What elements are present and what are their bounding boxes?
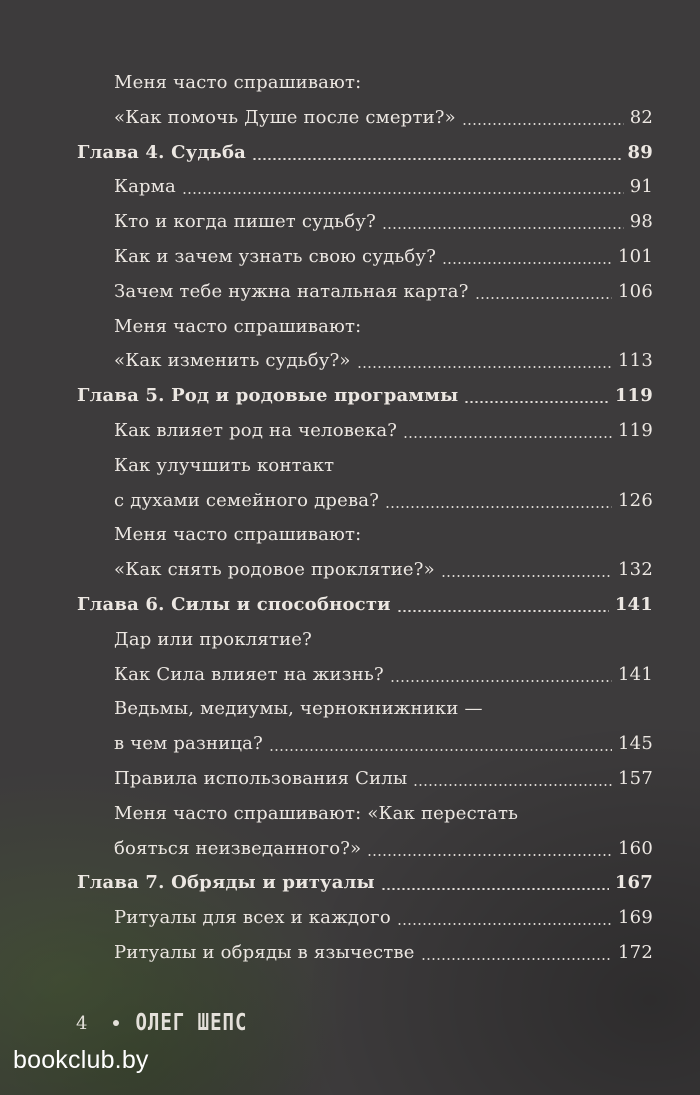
- toc-entry: [114, 557, 653, 583]
- toc-entry-title: Ведьмы, медиумы, чернокнижники —: [114, 698, 483, 720]
- toc-entry-title: Ритуалы для всех и каждого: [114, 907, 391, 929]
- toc-entry: [114, 244, 653, 270]
- toc-entry-title: с духами семейного древа?: [114, 489, 380, 511]
- dot-leader: [367, 854, 612, 856]
- toc-entry-title: Меня часто спрашивают:: [114, 72, 362, 93]
- toc-chapter-entry: [77, 383, 653, 409]
- toc-entry-title: в чем разница?: [114, 733, 263, 755]
- toc-entry: [114, 70, 653, 96]
- toc-entry: [114, 105, 653, 131]
- dot-leader: [252, 158, 622, 160]
- toc-entry: [114, 766, 653, 792]
- toc-entry-title: Ритуалы и обряды в язычестве: [114, 942, 415, 963]
- dot-leader: [441, 575, 612, 577]
- dot-leader: [390, 680, 612, 682]
- toc-entry-page-number: 167: [614, 872, 653, 894]
- toc-entry-page-number: 82: [629, 106, 653, 128]
- toc-entry-page-number: 119: [618, 420, 653, 441]
- toc-entry-title: Глава 6. Силы и способности: [77, 594, 391, 615]
- toc-entry-title: Зачем тебе нужна натальная карта?: [114, 280, 469, 302]
- toc-entry-page-number: 141: [618, 663, 653, 685]
- toc-entry-page-number: 169: [618, 907, 653, 929]
- toc-entry-page-number: 91: [629, 176, 653, 198]
- toc-entry-page-number: 141: [614, 594, 653, 615]
- toc-entry-page-number: 98: [629, 211, 653, 233]
- dot-leader: [382, 227, 624, 229]
- toc-entry: [114, 836, 653, 862]
- toc-entry: [114, 209, 653, 235]
- dot-leader: [475, 297, 612, 299]
- toc-entry: [114, 279, 653, 305]
- toc-entry-page-number: 119: [614, 385, 653, 407]
- author-name: ОЛЕГ ШЕПС: [135, 1009, 248, 1037]
- toc-entry-page-number: 101: [618, 246, 653, 267]
- toc-entry: [114, 731, 653, 757]
- toc-chapter-entry: [77, 870, 653, 896]
- toc-entry: [114, 453, 653, 479]
- toc-entry: [114, 696, 653, 722]
- toc-entry-page-number: 160: [618, 837, 653, 859]
- toc-entry: [114, 662, 653, 688]
- dot-leader: [462, 123, 624, 125]
- toc-entry-title: «Как изменить судьбу?»: [114, 350, 351, 372]
- toc-entry-page-number: 145: [618, 733, 653, 755]
- toc-chapter-entry: [77, 592, 653, 618]
- toc-entry-page-number: 126: [618, 489, 653, 511]
- toc-entry-title: Карма: [114, 176, 176, 198]
- toc-entry-title: Дар или проклятие?: [114, 628, 313, 650]
- watermark: bookclub.by: [13, 1046, 149, 1074]
- toc-entry-title: бояться неизведанного?»: [114, 837, 362, 859]
- dot-leader: [397, 923, 612, 925]
- dot-leader: [413, 784, 612, 786]
- toc-chapter-entry: [77, 140, 653, 166]
- dot-leader: [464, 401, 608, 403]
- toc-entry-title: Как и зачем узнать свою судьбу?: [114, 246, 437, 267]
- dot-leader: [397, 610, 609, 612]
- dot-leader: [442, 262, 612, 264]
- toc-entry-title: Как влияет род на человека?: [114, 420, 398, 441]
- dot-leader: [403, 436, 612, 438]
- dot-leader: [269, 749, 612, 751]
- dot-leader: [421, 958, 612, 960]
- dot-leader: [385, 506, 612, 508]
- toc-entry-page-number: 172: [618, 942, 653, 963]
- toc-entry: [114, 348, 653, 374]
- dot-leader: [357, 366, 612, 368]
- toc-entry-page-number: 113: [618, 350, 653, 372]
- toc-entry: [114, 905, 653, 931]
- toc-entry-title: «Как снять родовое проклятие?»: [114, 559, 435, 581]
- toc-entry: [114, 418, 653, 444]
- page-number: 4: [76, 1012, 88, 1034]
- toc-entry-page-number: 132: [618, 559, 653, 581]
- toc-entry-title: Глава 4. Судьба: [77, 141, 247, 163]
- bullet-icon: [113, 1020, 119, 1026]
- toc-entry: [114, 314, 653, 340]
- toc-entry-title: Меня часто спрашивают: «Как перестать: [114, 802, 519, 824]
- toc-entry-title: Как Сила влияет на жизнь?: [114, 663, 384, 685]
- dot-leader: [182, 192, 624, 194]
- toc-entry-page-number: 106: [618, 280, 653, 302]
- toc-entry: [114, 627, 653, 653]
- toc-entry-title: Глава 7. Обряды и ритуалы: [77, 872, 375, 894]
- toc-entry: [114, 488, 653, 514]
- toc-entry: [114, 940, 653, 966]
- toc-entry-page-number: 157: [618, 768, 653, 789]
- toc-entry: [114, 174, 653, 200]
- toc-entry-title: Глава 5. Род и родовые программы: [77, 385, 459, 407]
- toc-entry-title: Правила использования Силы: [114, 768, 408, 789]
- toc-entry: [114, 522, 653, 548]
- toc-entry-title: «Как помочь Душе после смерти?»: [114, 106, 456, 128]
- toc-entry: [114, 801, 653, 827]
- toc-entry-title: Кто и когда пишет судьбу?: [114, 211, 376, 233]
- toc-entry-title: Как улучшить контакт: [114, 454, 335, 476]
- toc-entry-page-number: 89: [627, 141, 653, 163]
- toc-entry-title: Меня часто спрашивают:: [114, 315, 362, 337]
- dot-leader: [381, 888, 609, 890]
- page-footer: [76, 1009, 248, 1037]
- toc-entry-title: Меня часто спрашивают:: [114, 524, 362, 546]
